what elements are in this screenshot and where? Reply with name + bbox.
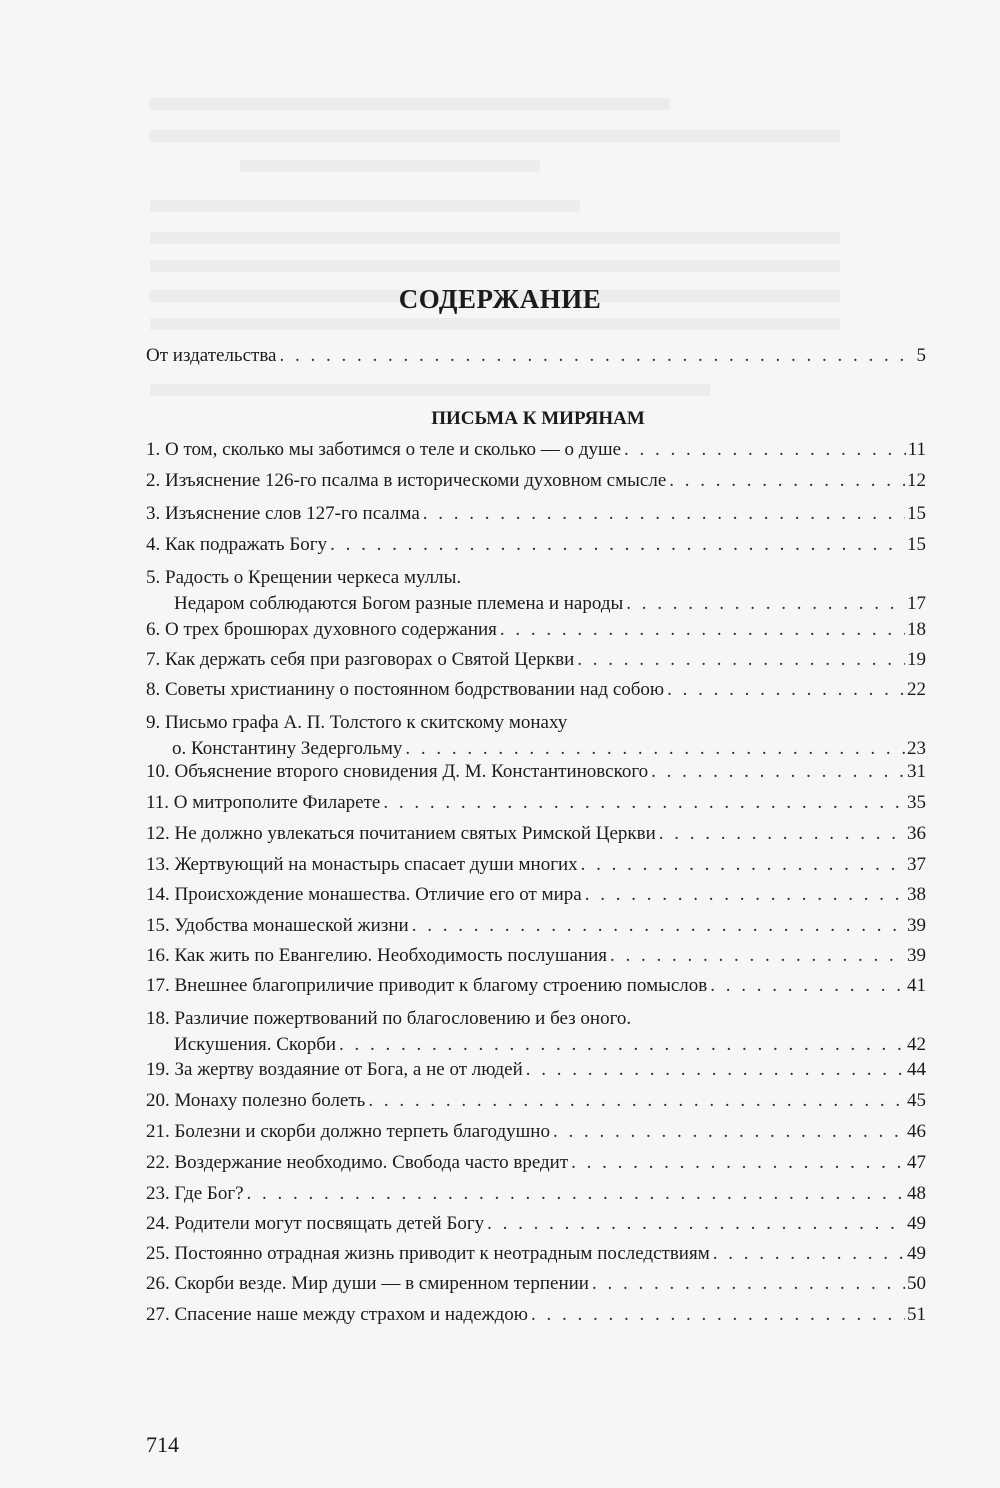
section-title: ПИСЬМА К МИРЯНАМ: [431, 408, 645, 429]
leader-dots: [383, 790, 905, 816]
toc-entry[interactable]: [146, 1302, 926, 1328]
leader-dots: [526, 1057, 905, 1083]
toc-entry-page: 17: [907, 593, 926, 614]
leader-dots: [330, 532, 905, 558]
toc-entry[interactable]: [146, 1241, 926, 1267]
leader-dots: [710, 973, 905, 999]
toc-entry-label: 27. Спасение наше между страхом и надеждою: [146, 1304, 529, 1325]
toc-entry-label: 1. О том, сколько мы заботимся о теле и сколько — о душе: [146, 439, 622, 460]
toc-entry-label: Недаром соблюдаются Богом разные племена и народы: [174, 593, 624, 614]
leader-dots: [713, 1241, 905, 1267]
toc-entry[interactable]: [146, 1211, 926, 1237]
toc-entry-page: 48: [907, 1183, 926, 1204]
toc-entry-label: 2. Изъяснение 126-го псалма в историческоми духовном смысле: [146, 470, 667, 491]
toc-entry[interactable]: [146, 677, 926, 703]
leader-dots: [487, 1211, 905, 1237]
toc-entry-label: 5. Радость о Крещении черкеса муллы.: [146, 567, 462, 588]
toc-entry-label: От издательства: [146, 345, 277, 366]
toc-entry-page: 15: [907, 534, 926, 555]
toc-entry-label: 11. О митрополите Филарете: [146, 792, 381, 813]
toc-entry-page: 39: [907, 915, 926, 936]
toc-entry[interactable]: [146, 943, 926, 969]
toc-entry-label: 3. Изъяснение слов 127-го псалма: [146, 503, 420, 524]
leader-dots: [368, 1088, 905, 1114]
toc-entry-page: 19: [907, 649, 926, 670]
toc-entry-label: 6. О трех брошюрах духовного содержания: [146, 619, 497, 640]
toc-entry-page: 5: [916, 345, 926, 366]
leader-dots: [553, 1119, 905, 1145]
toc-entry[interactable]: [146, 1088, 926, 1114]
toc-entry-page: 35: [907, 792, 926, 813]
toc-entry-page: 44: [907, 1059, 926, 1080]
leader-dots: [577, 647, 905, 673]
leader-dots: [339, 1032, 905, 1058]
toc-entry-page: 18: [907, 619, 926, 640]
leader-dots: [531, 1302, 905, 1328]
leader-dots: [626, 591, 905, 617]
toc-entry-page: 38: [907, 884, 926, 905]
leader-dots: [280, 343, 915, 369]
toc-entry-label: 15. Удобства монашеской жизни: [146, 915, 409, 936]
toc-entry-page: 22: [907, 679, 926, 700]
toc-entry-label: 4. Как подражать Богу: [146, 534, 328, 555]
toc-entry[interactable]: [146, 973, 926, 999]
toc-entry-label: 19. За жертву воздаяние от Бога, а не от людей: [146, 1059, 523, 1080]
toc-entry-label: 26. Скорби везде. Мир души — в смиренном терпении: [146, 1273, 589, 1294]
toc-entry-page: 31: [907, 761, 926, 782]
toc-entry-label: 10. Объяснение второго сновидения Д. М. Константиновского: [146, 761, 649, 782]
toc-entry[interactable]: [146, 852, 926, 878]
toc-entry-page: 36: [907, 823, 926, 844]
toc-entry-page: 23: [907, 738, 926, 759]
toc-entry[interactable]: [146, 882, 926, 908]
leader-dots: [247, 1181, 905, 1207]
toc-entry[interactable]: [146, 1181, 926, 1207]
toc-entry[interactable]: [146, 647, 926, 673]
toc-entry[interactable]: [146, 532, 926, 558]
toc-entry[interactable]: [146, 710, 926, 762]
toc-entry[interactable]: [146, 437, 926, 463]
toc-entry-label: 14. Происхождение монашества. Отличие его от мира: [146, 884, 582, 905]
toc-entry-page: 51: [907, 1304, 926, 1325]
toc-entry-label: 7. Как держать себя при разговорах о Святой Церкви: [146, 649, 575, 670]
leader-dots: [651, 759, 905, 785]
leader-dots: [610, 943, 905, 969]
toc-entry-label: 20. Монаху полезно болеть: [146, 1090, 366, 1111]
leader-dots: [571, 1150, 905, 1176]
toc-entry-label: 21. Болезни и скорби должно терпеть благодушно: [146, 1121, 550, 1142]
toc-entry-label: 16. Как жить по Евангелию. Необходимость послушания: [146, 945, 608, 966]
toc-entry-page: 11: [907, 439, 926, 460]
toc-entry-page: 49: [907, 1243, 926, 1264]
toc-title: СОДЕРЖАНИЕ: [398, 284, 602, 314]
toc-entry-label: 24. Родители могут посвящать детей Богу: [146, 1213, 485, 1234]
toc-entry-label: Искушения. Скорби: [174, 1034, 337, 1055]
toc-entry-page: 46: [907, 1121, 926, 1142]
toc-entry-label: 22. Воздержание необходимо. Свобода часто вредит: [146, 1152, 569, 1173]
toc-entry[interactable]: [146, 565, 926, 617]
toc-entry[interactable]: [146, 1057, 926, 1083]
toc-entry-page: 39: [907, 945, 926, 966]
toc-entry-page: 12: [907, 470, 926, 491]
leader-dots: [585, 882, 905, 908]
toc-entry-label: 17. Внешнее благоприличие приводит к благому строению помыслов: [146, 975, 708, 996]
leader-dots: [500, 617, 905, 643]
toc-entry[interactable]: [146, 501, 926, 527]
toc-entry-page: 50: [907, 1273, 926, 1294]
toc-entry-label: 13. Жертвующий на монастырь спасает души многих: [146, 854, 578, 875]
toc-entry-label: 25. Постоянно отрадная жизнь приводит к неотрадным последствиям: [146, 1243, 710, 1264]
leader-dots: [581, 852, 905, 878]
toc-entry-page: 47: [907, 1152, 926, 1173]
leader-dots: [592, 1271, 905, 1297]
toc-entry-label: 9. Письмо графа А. П. Толстого к скитскому монаху: [146, 712, 568, 733]
toc-entry-page: 41: [907, 975, 926, 996]
toc-entry-page: 45: [907, 1090, 926, 1111]
toc-entry[interactable]: [146, 1150, 926, 1176]
leader-dots: [659, 821, 905, 847]
toc-entry[interactable]: [146, 1271, 926, 1297]
leader-dots: [423, 501, 905, 527]
leader-dots: [412, 913, 905, 939]
toc-entry[interactable]: [146, 821, 926, 847]
toc-entry-label: 12. Не должно увлекаться почитанием святых Римской Церкви: [146, 823, 656, 844]
toc-entry[interactable]: [146, 913, 926, 939]
leader-dots: [624, 437, 906, 463]
toc-entry[interactable]: [146, 617, 926, 643]
toc-entry-page: 42: [907, 1034, 926, 1055]
toc-entry[interactable]: [146, 468, 926, 494]
toc-entry-label: о. Константину Зедергольму: [172, 738, 403, 759]
leader-dots: [667, 677, 905, 703]
toc-entry[interactable]: [146, 1006, 926, 1058]
toc-entry-preface[interactable]: [146, 343, 926, 369]
toc-entry[interactable]: [146, 1119, 926, 1145]
toc-entry-page: 15: [907, 503, 926, 524]
toc-entry-label: 18. Различие пожертвований по благословению и без оного.: [146, 1008, 632, 1029]
toc-entry-label: 23. Где Бог?: [146, 1183, 244, 1204]
toc-entry-page: 37: [907, 854, 926, 875]
page-number: 714: [146, 1432, 179, 1457]
toc-entry-label: 8. Советы христианину о постоянном бодрствовании над собою: [146, 679, 665, 700]
toc-entry[interactable]: [146, 790, 926, 816]
leader-dots: [669, 468, 905, 494]
toc-entry[interactable]: [146, 759, 926, 785]
toc-entry-page: 49: [907, 1213, 926, 1234]
